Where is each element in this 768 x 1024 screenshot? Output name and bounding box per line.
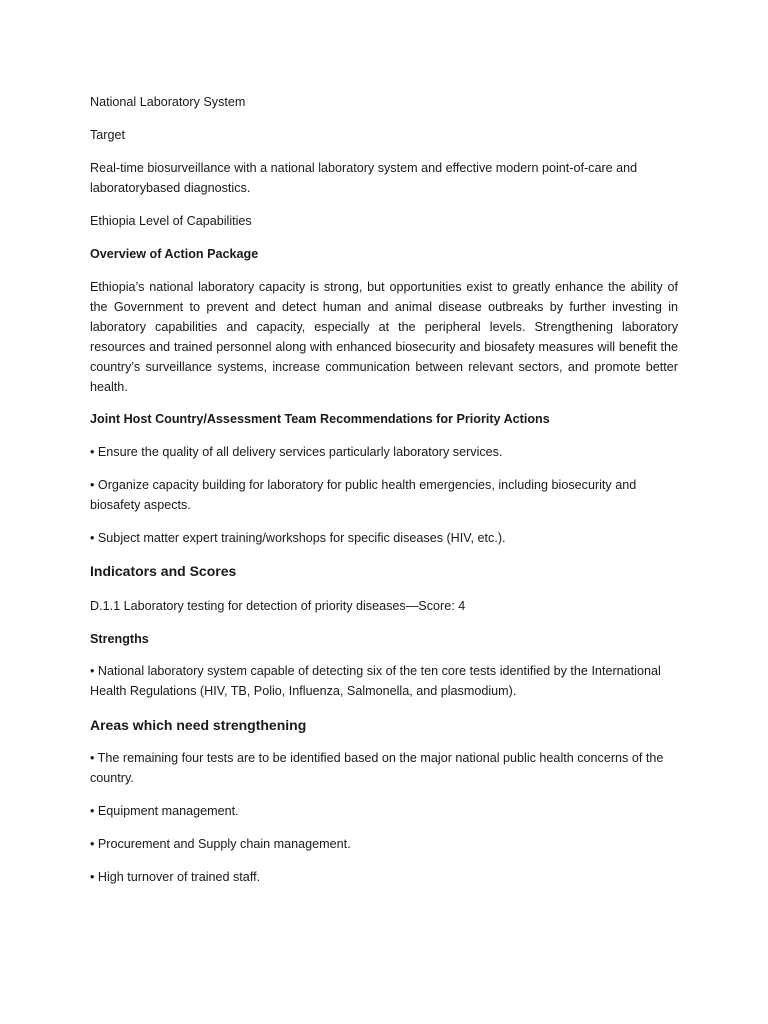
recommendation-item: • Ensure the quality of all delivery services particularly laboratory services. bbox=[90, 445, 503, 459]
indicator-line: D.1.1 Laboratory testing for detection of priority diseases—Score: 4 bbox=[90, 599, 466, 613]
area-item: • Procurement and Supply chain management. bbox=[90, 837, 351, 851]
recommendations-heading: Joint Host Country/Assessment Team Recommendations for Priority Actions bbox=[90, 412, 550, 426]
area-item: • High turnover of trained staff. bbox=[90, 870, 261, 884]
area-item: • The remaining four tests are to be identified based on the major national public health concerns of the country. bbox=[90, 751, 664, 785]
target-text: Real-time biosurveillance with a national laboratory system and effective modern point-of-care and laboratorybased diagnostics. bbox=[90, 161, 638, 195]
document-title: National Laboratory System bbox=[90, 95, 246, 109]
areas-heading: Areas which need strengthening bbox=[90, 717, 307, 733]
recommendation-item: • Subject matter expert training/workshops for specific diseases (HIV, etc.). bbox=[90, 531, 506, 545]
strengths-paragraph: • National laboratory system capable of detecting six of the ten core tests identified by the International Health Regulations (HIV, TB, Polio, Influenza, Salmonella, and plasmodium). bbox=[90, 664, 661, 698]
recommendation-item: • Organize capacity building for laboratory for public health emergencies, including biosecurity and biosafety aspects. bbox=[90, 478, 637, 512]
strengths-heading: Strengths bbox=[90, 632, 149, 646]
overview-paragraph: Ethiopia’s national laboratory capacity is strong, but opportunities exist to greatly enhance the ability of the Government to prevent and detect human and animal disease outbreaks by further investing in laboratory capabilities and capacity, especially at the peripheral levels. Strengthening laboratory resources and trained personnel along with enhanced biosecurity and biosafety measures will benefit the country’s surveillance systems, increase communication between relevant sectors, and promote better health. bbox=[90, 280, 678, 394]
overview-heading: Overview of Action Package bbox=[90, 247, 259, 261]
indicators-heading: Indicators and Scores bbox=[90, 563, 237, 579]
target-label: Target bbox=[90, 128, 126, 142]
area-item: • Equipment management. bbox=[90, 804, 239, 818]
capabilities-label: Ethiopia Level of Capabilities bbox=[90, 214, 252, 228]
